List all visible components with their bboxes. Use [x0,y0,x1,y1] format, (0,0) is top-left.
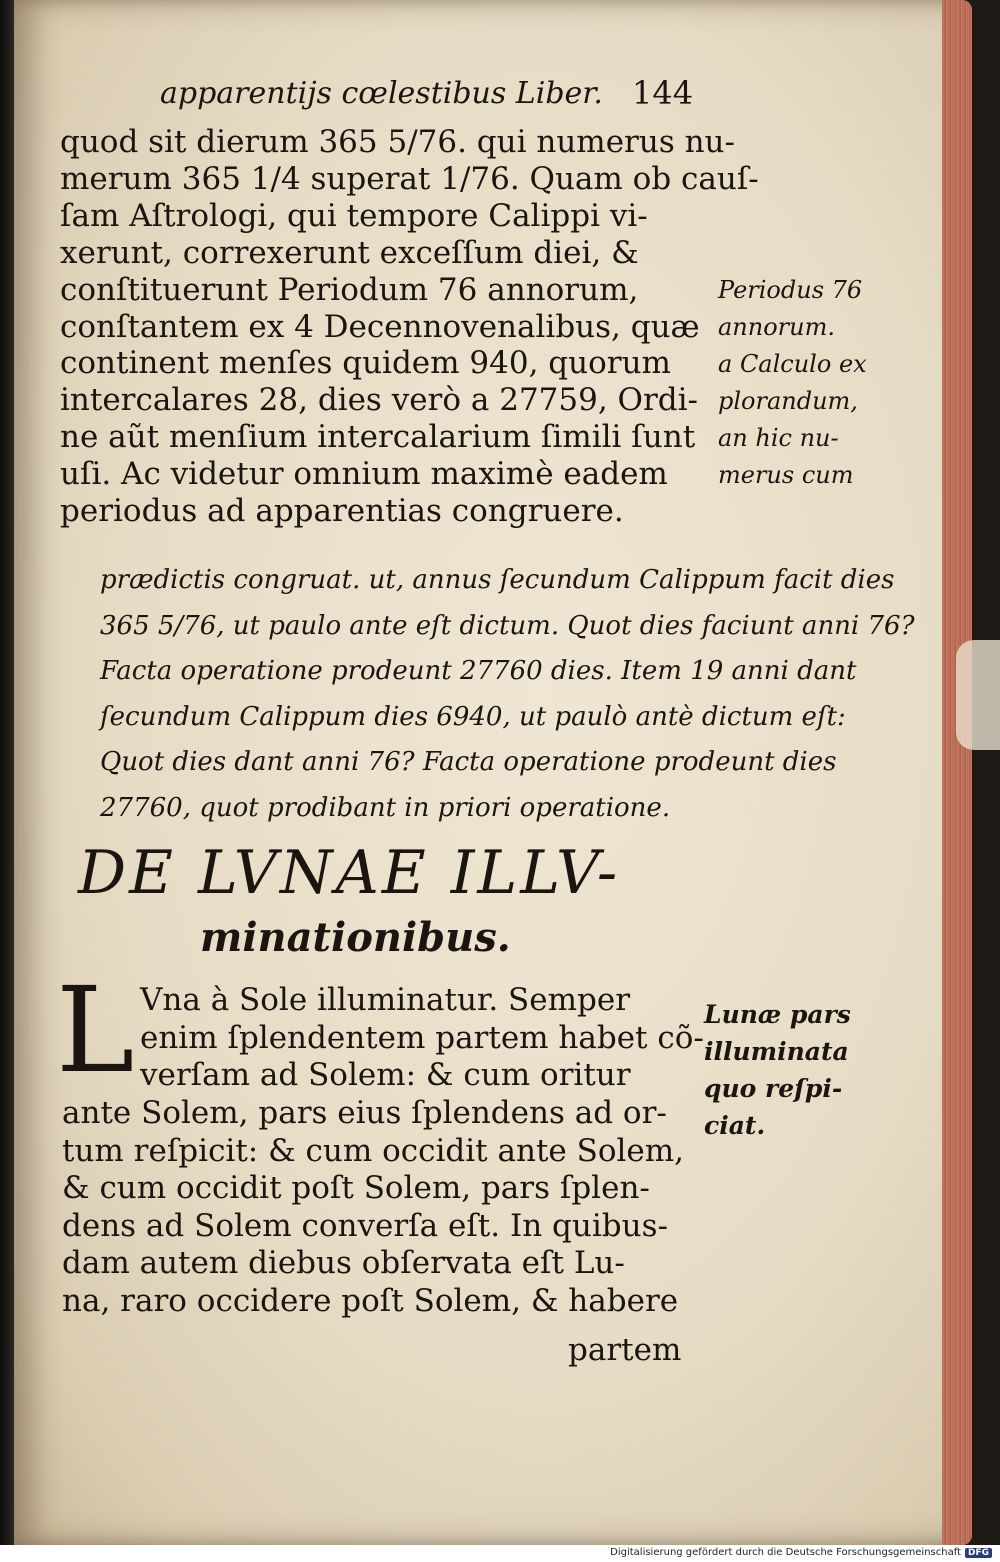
text-line: verſam ad Solem: & cum oritur [140,1057,631,1094]
margin-note-line: annorum. [718,313,835,341]
text-line: conſtantem ex 4 Decennovenalibus, quæ [60,308,700,345]
body-text-indented [140,982,704,1095]
margin-note-line: an hic nu- [718,424,839,452]
text-line: na, raro occidere poſt Solem, & habere [62,1282,679,1319]
footnote-line: Quot dies dant anni 76? Facta operatione prodeunt dies [100,747,837,777]
margin-note-line: illuminata [704,1037,849,1066]
section-heading: DE LVNAE ILLV- [78,838,621,908]
text-line: dens ad Solem converſa eſt. In quibus- [62,1207,668,1244]
text-line: ne aũt menſium intercalarium ſimili ſunt [60,419,696,456]
margin-note-line: merus cum [718,461,854,489]
text-line: enim ſplendentem partem habet cõ- [140,1019,704,1056]
text-line: & cum occidit poſt Solem, pars ſplen- [62,1170,650,1207]
margin-note-line: ciat. [704,1111,766,1140]
footnote-line: ſecundum Calippum dies 6940, ut paulò antè dictum eſt: [100,701,846,732]
text-line: quod sit dierum 365 5/76. qui numerus nu- [60,124,735,160]
margin-notes-top [718,272,867,494]
drop-cap: L [56,961,135,1099]
margin-notes-bottom [704,996,851,1144]
running-title: apparentijs cœlestibus Liber. [160,76,603,111]
text-line: ante Solem, pars eius ſplendens ad or- [62,1095,667,1131]
text-line: uſi. Ac videtur omnium maximè eadem [60,456,668,493]
text-line: dam autem diebus obſervata eſt Lu- [62,1245,625,1282]
text-line: Vna à Sole illuminatur. Semper [140,982,631,1018]
page-number: 144 [632,74,694,112]
footnote-line: prædictis congruat. ut, annus ſecundum Calippum facit dies [100,565,895,595]
margin-note-line: quo reſpi- [704,1074,843,1103]
margin-note-line: Lunæ pars [704,1000,851,1029]
body-text [62,1095,684,1321]
footer-credit: Digitalisierung gefördert durch die Deutsche Forschungsgemeinschaft [610,1547,961,1558]
footnote-line: 365 5/76, ut paulo ante eſt dictum. Quot dies faciunt anni 76? [100,610,915,641]
footnote-line: Facta operatione prodeunt 27760 dies. Item 19 anni dant [100,656,857,686]
margin-note-line: Periodus 76 [718,276,863,304]
margin-note-line: a Calculo ex [718,350,867,378]
footnote-block [100,558,915,831]
text-line: periodus ad apparentias congruere. [60,493,624,530]
text-line: tum reſpicit: & cum occidit ante Solem, [62,1132,685,1169]
dfg-logo-icon: DFG [965,1548,992,1558]
page-tab [956,640,1000,750]
text-line: continent menſes quidem 940, quorum [60,345,671,382]
text-line: ſam Aſtrologi, qui tempore Calippi vi- [60,197,648,234]
text-line: xerunt, correxerunt exceſſum diei, & [60,234,639,271]
text-line: merum 365 1/4 superat 1/76. Quam ob cauſ- [60,160,759,197]
footer [610,1547,992,1558]
text-line: conſtituerunt Periodum 76 annorum, [60,271,639,308]
main-text-block [60,124,759,530]
margin-note-line: plorandum, [718,387,858,415]
section-heading-continued: minationibus. [200,914,511,961]
footnote-line: 27760, quot prodibant in priori operatione. [100,792,671,823]
text-line: intercalares 28, dies verò a 27759, Ordi- [60,382,699,419]
page-edge [942,0,972,1545]
catchword: partem [568,1332,682,1368]
